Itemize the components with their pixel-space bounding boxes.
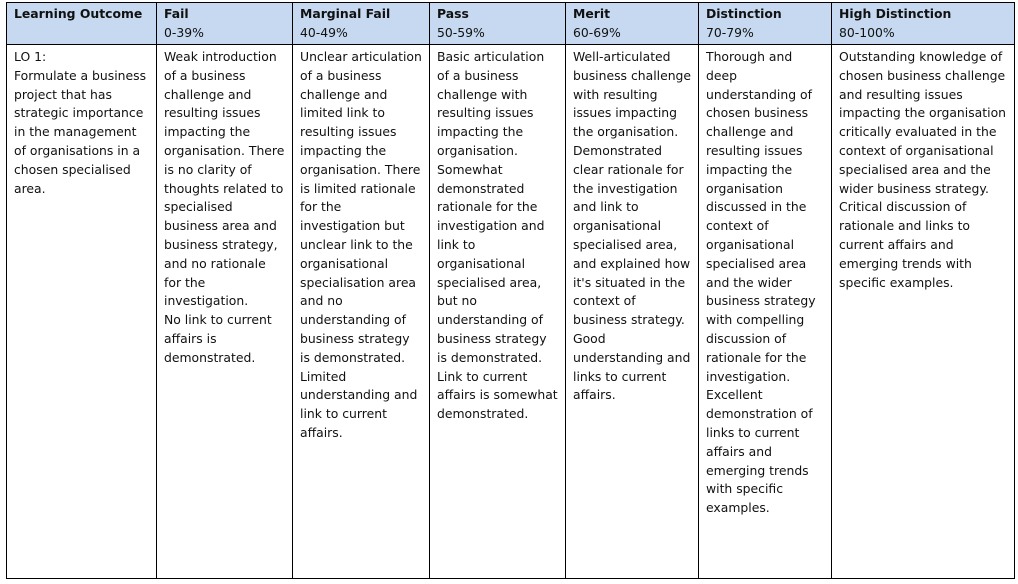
cell-learning-outcome bbox=[7, 45, 157, 579]
table-row bbox=[7, 45, 1015, 579]
header-range: 0-39% bbox=[164, 25, 204, 40]
header-name: Pass bbox=[437, 6, 469, 21]
merit-text: Well-articulated business challenge with resulting issues impacting the organisation. Demonstrated clear rationale for the investigation and link to organisational specialised area, and explained how it's situated in the context of business strategy. Good understanding and links to current affairs. bbox=[573, 49, 692, 403]
header-learning-outcome bbox=[7, 3, 157, 45]
header-name: Distinction bbox=[706, 6, 782, 21]
header-row bbox=[7, 3, 1015, 45]
fail-text-2: No link to current affairs is demonstrated. bbox=[164, 312, 272, 365]
header-name: High Distinction bbox=[839, 6, 952, 21]
header-name: Learning Outcome bbox=[14, 6, 143, 21]
header-range: 70-79% bbox=[706, 25, 754, 40]
marginal-fail-text: Unclear articulation of a business challenge and limited link to resulting issues impacting the organisation. There is limited rationale for the investigation but unclear link to the organisational specialisation area and no understanding of business strategy is demonstrated. Limited understanding and link to current affairs. bbox=[300, 49, 422, 440]
cell-distinction bbox=[699, 45, 832, 579]
rubric-table bbox=[6, 2, 1015, 579]
distinction-text: Thorough and deep understanding of chosen business challenge and resulting issues impacting the organisation discussed in the context of organisational specialised area and the wider business strategy with compelling discussion of rationale for the investigation. Excellent demonstration of links to current affairs and emerging trends with specific examples. bbox=[706, 49, 816, 516]
high-distinction-text: Outstanding knowledge of chosen business challenge and resulting issues impacting the organisation critically evaluated in the context of organisational specialised area and the wider business strategy. Critical discussion of rationale and links to current affairs and emerging trends with specific examples. bbox=[839, 49, 1007, 290]
cell-high-distinction bbox=[832, 45, 1015, 579]
cell-marginal-fail bbox=[293, 45, 430, 579]
header-high-distinction bbox=[832, 3, 1015, 45]
header-range: 60-69% bbox=[573, 25, 621, 40]
header-marginal-fail bbox=[293, 3, 430, 45]
header-range: 80-100% bbox=[839, 25, 895, 40]
cell-merit bbox=[566, 45, 699, 579]
header-pass bbox=[430, 3, 566, 45]
pass-text: Basic articulation of a business challenge with resulting issues impacting the organisation. Somewhat demonstrated rationale for the investigation and link to organisational specialised area, but no understanding of business strategy is demonstrated. Link to current affairs is somewhat demonstrated. bbox=[437, 49, 558, 422]
header-range: 50-59% bbox=[437, 25, 485, 40]
header-name: Merit bbox=[573, 6, 611, 21]
fail-text: Weak introduction of a business challenge and resulting issues impacting the organisation. There is no clarity of thoughts related to specialised business area and business strategy, and no rationale for the investigation. bbox=[164, 49, 285, 309]
cell-pass bbox=[430, 45, 566, 579]
header-name: Marginal Fail bbox=[300, 6, 391, 21]
header-distinction bbox=[699, 3, 832, 45]
header-merit bbox=[566, 3, 699, 45]
header-fail bbox=[157, 3, 293, 45]
header-range: 40-49% bbox=[300, 25, 348, 40]
cell-fail bbox=[157, 45, 293, 579]
outcome-text: Formulate a business project that has strategic importance in the management of organisations in a chosen specialised area. bbox=[14, 67, 147, 196]
outcome-label: LO 1: bbox=[14, 49, 47, 64]
header-name: Fail bbox=[164, 6, 189, 21]
